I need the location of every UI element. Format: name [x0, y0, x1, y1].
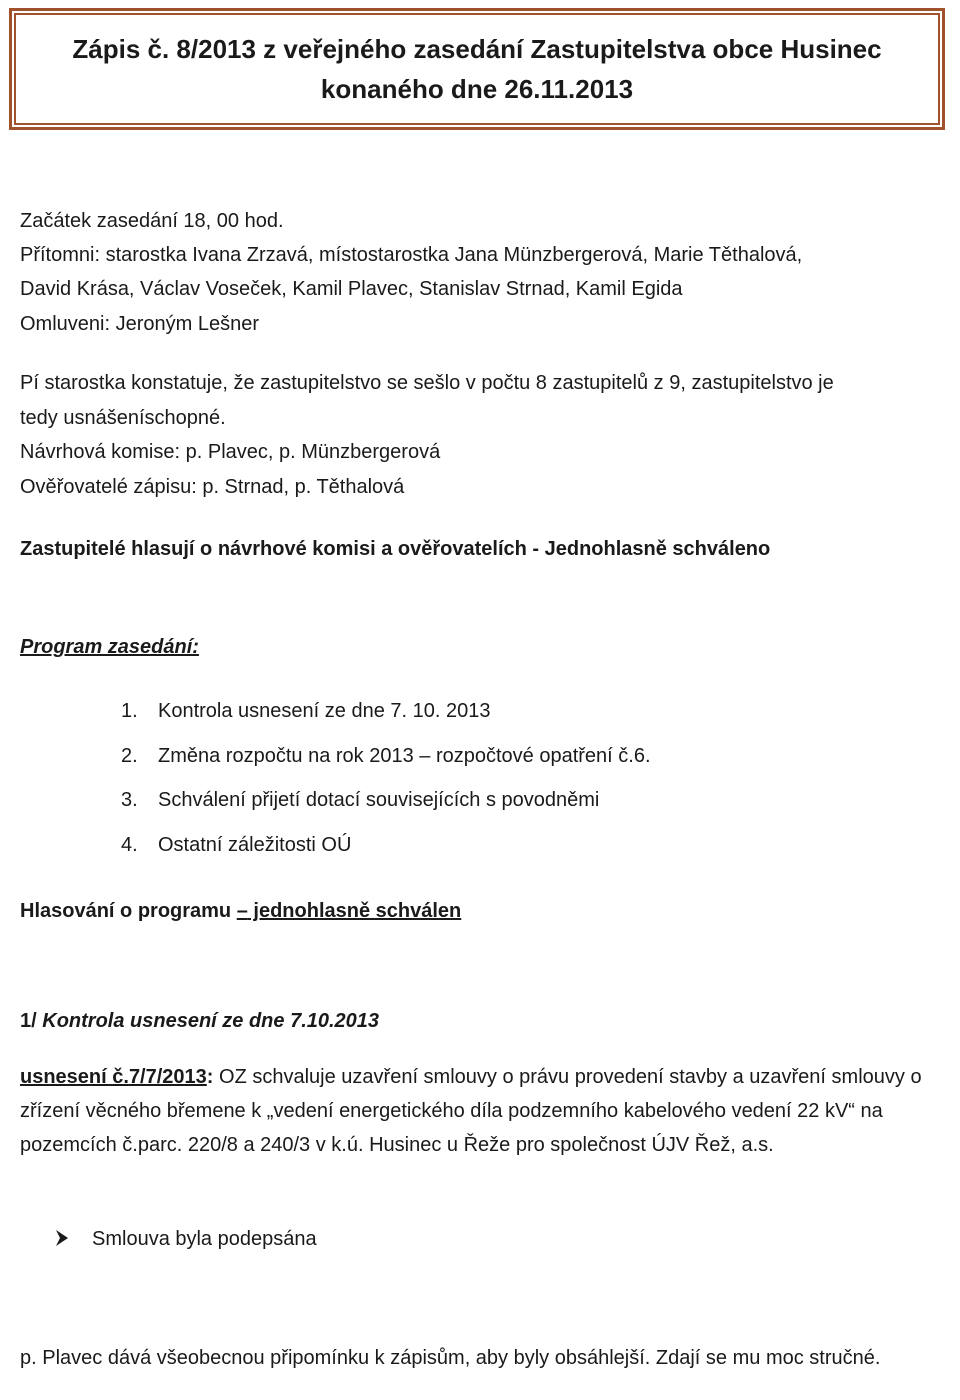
member-remark: p. Plavec dává všeobecnou připomínku k zápisům, aby byly obsáhlejší. Zdají se mu moc stručné. — [20, 1347, 881, 1369]
program-item-1 — [121, 696, 490, 726]
program-vote-prefix: Hlasování o programu — [20, 900, 237, 922]
document-title-line-1: Zápis č. 8/2013 z veřejného zasedání Zastupitelstva obce Husinec — [72, 34, 882, 64]
quorum-line-2: tedy usnášeníschopné. — [20, 407, 226, 429]
resolution-label: usnesení č. — [20, 1066, 129, 1088]
program-item-text: Ostatní záležitosti OÚ — [158, 834, 352, 856]
program-vote-outcome: jednohlasně schválen — [247, 900, 462, 922]
program-item-number: 3. — [121, 789, 138, 811]
document-title-line-2: konaného dne 26.11.2013 — [320, 74, 634, 104]
excused-members: Omluveni: Jeroným Lešner — [20, 313, 259, 335]
resolution-paragraph — [20, 1060, 940, 1162]
resolution-colon: : — [206, 1066, 214, 1088]
program-item-text: Změna rozpočtu na rok 2013 – rozpočtové opatření č.6. — [158, 745, 651, 767]
document-title-box — [9, 8, 945, 130]
present-line-1: Přítomni: starostka Ivana Zrzavá, místostarostka Jana Münzbergerová, Marie Těthalová, — [20, 244, 803, 266]
proposal-committee: Návrhová komise: p. Plavec, p. Münzbergerová — [20, 441, 441, 463]
committee-vote-result: Zastupitelé hlasují o návrhové komisi a ověřovatelích - Jednohlasně schváleno — [20, 538, 771, 560]
section-1-number: 1/ — [20, 1010, 43, 1032]
quorum-line-1: Pí starostka konstatuje, že zastupitelstvo se sešlo v počtu 8 zastupitelů z 9, zastupitelstvo je — [20, 372, 834, 394]
section-1-heading — [20, 1004, 379, 1038]
program-item-number: 2. — [121, 745, 138, 767]
meeting-start: Začátek zasedání 18, 00 hod. — [20, 210, 284, 232]
section-1-title: Kontrola usnesení ze dne 7.10.2013 — [42, 1010, 380, 1032]
program-item-2 — [121, 741, 651, 771]
bullet-item — [54, 1222, 317, 1256]
resolution-text: OZ schvaluje uzavření smlouvy o právu provedení stavby a uzavření smlouvy o zřízení věcného břemene k „vedení energetického díla podzemního kabelového vedení 22 kV“ na pozemcích č.parc. 220/8 a 240/3 v k.ú. Husinec u Řeže pro společnost ÚJV Řež, a.s. — [20, 1066, 922, 1156]
minutes-verifiers: Ověřovatelé zápisu: p. Strnad, p. Těthalová — [20, 476, 405, 498]
arrow-bullet-icon — [54, 1228, 70, 1248]
program-item-text: Schválení přijetí dotací souvisejících s povodněmi — [158, 789, 600, 811]
bullet-text: Smlouva byla podepsána — [92, 1228, 317, 1250]
program-heading: Program zasedání: — [20, 636, 199, 658]
program-item-4 — [121, 830, 351, 860]
program-item-3 — [121, 785, 599, 815]
program-item-text: Kontrola usnesení ze dne 7. 10. 2013 — [158, 700, 491, 722]
program-item-number: 1. — [121, 700, 138, 722]
program-vote-dash: – — [236, 900, 248, 922]
program-vote-result — [20, 894, 461, 928]
present-line-2: David Krása, Václav Voseček, Kamil Plavec, Stanislav Strnad, Kamil Egida — [20, 278, 683, 300]
resolution-number: 7/7/2013 — [128, 1066, 207, 1088]
program-item-number: 4. — [121, 834, 138, 856]
